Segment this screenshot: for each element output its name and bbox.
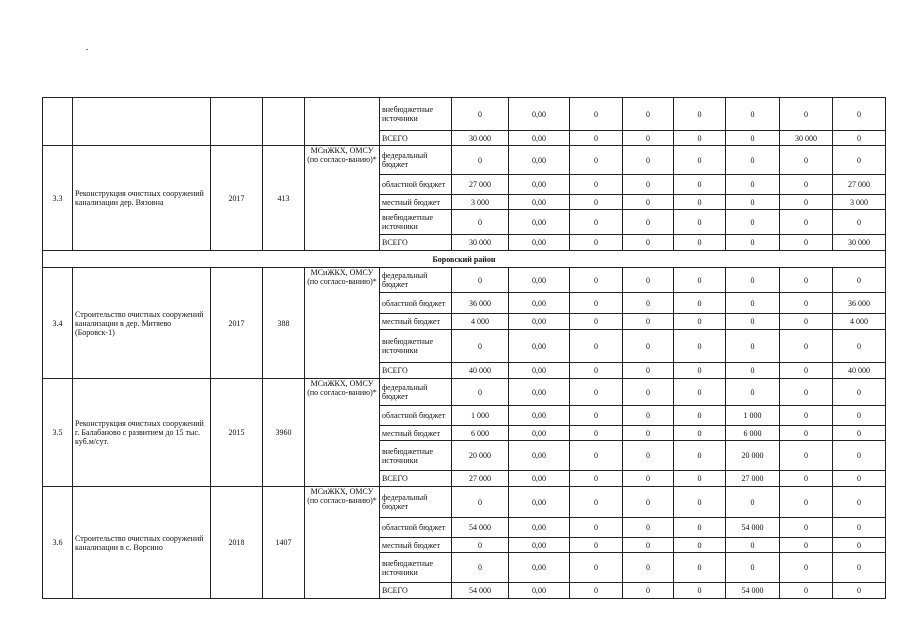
amount-cell: 0 [833,268,886,293]
amount-cell: 0 [623,553,674,583]
amount-cell: 27 000 [452,471,509,487]
funding-source: федеральный бюджет [380,268,452,293]
amount-cell: 0 [452,379,509,406]
amount-cell: 0 [674,293,726,314]
amount-cell: 0 [570,518,623,538]
executor: МСиЖКХ, ОМСУ (по согласо-ванию)* [305,379,380,487]
amount-cell: 0 [452,146,509,175]
amount-cell: 0 [833,538,886,553]
amount-cell: 0 [780,406,833,426]
amount-cell: 4 000 [452,314,509,330]
project-name [73,98,211,146]
amount-cell: 36 000 [833,293,886,314]
funding-source: ВСЕГО [380,583,452,599]
amount-cell: 0 [780,538,833,553]
amount-cell: 0 [570,268,623,293]
table-body [43,98,886,599]
amount-cell: 0 [623,146,674,175]
amount-cell: 0 [570,379,623,406]
amount-cell: 40 000 [833,363,886,379]
amount-cell: 0,00 [509,293,570,314]
amount-cell: 0,00 [509,363,570,379]
amount-cell: 0 [674,538,726,553]
project-name: Реконструкция очистных сооружений г. Балабаново с развитием до 15 тыс. куб.м/сут. [73,379,211,487]
amount-cell: 0 [623,131,674,146]
amount-cell: 0,00 [509,235,570,251]
amount-cell: 0 [780,379,833,406]
row-number: 3.6 [43,487,73,599]
amount-cell: 0 [833,553,886,583]
amount-cell: 0 [674,131,726,146]
amount-cell: 0 [623,268,674,293]
row-number: 3.5 [43,379,73,487]
region-header-row [43,251,886,268]
project-name: Строительство очистных сооружений канализации в дер. Митяево (Боровск-1) [73,268,211,379]
amount-cell: 0 [674,518,726,538]
amount-cell: 0 [833,487,886,518]
amount-cell: 0 [726,235,780,251]
executor: МСиЖКХ, ОМСУ (по согласо-ванию)* [305,487,380,599]
amount-cell: 54 000 [452,518,509,538]
amount-cell: 0 [726,146,780,175]
amount-cell: 0 [780,314,833,330]
amount-cell: 0 [833,471,886,487]
row-number [43,98,73,146]
amount-cell: 0 [780,268,833,293]
amount-cell: 0 [623,487,674,518]
amount-cell: 0 [623,175,674,195]
amount-cell: 0 [833,330,886,363]
amount-cell: 0,00 [509,330,570,363]
amount-cell: 0 [726,175,780,195]
amount-cell: 0 [570,330,623,363]
project-capacity: 3960 [263,379,305,487]
amount-cell: 0 [570,553,623,583]
amount-cell: 0 [623,195,674,210]
funding-source: ВСЕГО [380,131,452,146]
amount-cell: 1 000 [452,406,509,426]
amount-cell: 0 [452,98,509,131]
funding-source: местный бюджет [380,314,452,330]
amount-cell: 0 [833,441,886,471]
amount-cell: 0,00 [509,314,570,330]
amount-cell: 0 [570,538,623,553]
amount-cell: 0 [452,553,509,583]
amount-cell: 0 [623,426,674,441]
funding-source: внебюджетные источники [380,330,452,363]
amount-cell: 0 [623,538,674,553]
amount-cell: 30 000 [452,131,509,146]
amount-cell: 0,00 [509,441,570,471]
amount-cell: 0 [674,98,726,131]
table-row [43,379,886,406]
amount-cell: 0,00 [509,195,570,210]
amount-cell: 0 [623,235,674,251]
amount-cell: 0 [726,553,780,583]
amount-cell: 0,00 [509,268,570,293]
amount-cell: 0 [623,583,674,599]
amount-cell: 0 [726,330,780,363]
amount-cell: 0 [570,426,623,441]
amount-cell: 0,00 [509,538,570,553]
amount-cell: 54 000 [726,583,780,599]
amount-cell: 0,00 [509,131,570,146]
amount-cell: 0 [780,175,833,195]
amount-cell: 0 [674,210,726,235]
amount-cell: 0 [623,210,674,235]
amount-cell: 0,00 [509,471,570,487]
region-header: Боровский район [43,251,886,268]
amount-cell: 0,00 [509,583,570,599]
amount-cell: 0 [623,406,674,426]
amount-cell: 27 000 [726,471,780,487]
amount-cell: 0 [452,268,509,293]
amount-cell: 0 [833,518,886,538]
project-year: 2015 [211,379,263,487]
amount-cell: 0 [780,583,833,599]
funding-source: областной бюджет [380,175,452,195]
amount-cell: 0 [452,210,509,235]
project-capacity: 413 [263,146,305,251]
amount-cell: 0 [674,583,726,599]
amount-cell: 40 000 [452,363,509,379]
project-capacity: 1407 [263,487,305,599]
amount-cell: 0 [570,210,623,235]
amount-cell: 3 000 [452,195,509,210]
amount-cell: 30 000 [833,235,886,251]
amount-cell: 0 [452,330,509,363]
funding-source: местный бюджет [380,195,452,210]
table-row [43,268,886,293]
amount-cell: 0 [570,235,623,251]
amount-cell: 0,00 [509,98,570,131]
amount-cell: 0 [570,131,623,146]
amount-cell: 0 [780,518,833,538]
amount-cell: 0 [570,406,623,426]
funding-source: федеральный бюджет [380,379,452,406]
funding-source: внебюджетные источники [380,210,452,235]
amount-cell: 0 [780,471,833,487]
project-name: Строительство очистных сооружений канализации в с. Ворсино [73,487,211,599]
project-name: Реконструкция очистных сооружений канализации дер. Вязовна [73,146,211,251]
amount-cell: 0,00 [509,175,570,195]
amount-cell: 0 [726,195,780,210]
scan-speck [86,49,88,50]
funding-source: ВСЕГО [380,235,452,251]
project-year: 2017 [211,146,263,251]
funding-source: федеральный бюджет [380,487,452,518]
table-row [43,487,886,518]
amount-cell: 0 [570,487,623,518]
amount-cell: 0 [833,583,886,599]
amount-cell: 0 [623,518,674,538]
amount-cell: 0 [780,426,833,441]
amount-cell: 0,00 [509,406,570,426]
amount-cell: 0 [674,363,726,379]
amount-cell: 0 [623,314,674,330]
amount-cell: 0 [674,175,726,195]
amount-cell: 0 [780,553,833,583]
amount-cell: 1 000 [726,406,780,426]
amount-cell: 0 [623,330,674,363]
amount-cell: 0,00 [509,553,570,583]
amount-cell: 0 [726,210,780,235]
amount-cell: 0 [780,363,833,379]
amount-cell: 0 [570,471,623,487]
amount-cell: 0 [674,268,726,293]
amount-cell: 0 [833,379,886,406]
amount-cell: 0 [570,441,623,471]
amount-cell: 0 [570,175,623,195]
amount-cell: 0,00 [509,146,570,175]
amount-cell: 0 [674,379,726,406]
amount-cell: 6 000 [452,426,509,441]
amount-cell: 0 [623,293,674,314]
row-number: 3.4 [43,268,73,379]
amount-cell: 54 000 [452,583,509,599]
amount-cell: 0 [726,487,780,518]
amount-cell: 0 [674,487,726,518]
funding-source: местный бюджет [380,426,452,441]
amount-cell: 30 000 [780,131,833,146]
amount-cell: 0 [570,98,623,131]
funding-source: областной бюджет [380,518,452,538]
amount-cell: 0 [570,583,623,599]
funding-source: внебюджетные источники [380,98,452,131]
amount-cell: 0 [674,146,726,175]
funding-table [42,97,886,599]
amount-cell: 0 [780,235,833,251]
amount-cell: 0 [570,293,623,314]
amount-cell: 0 [780,487,833,518]
amount-cell: 0 [623,471,674,487]
funding-source: внебюджетные источники [380,553,452,583]
amount-cell: 0 [674,426,726,441]
amount-cell: 0 [570,195,623,210]
row-number: 3.3 [43,146,73,251]
amount-cell: 27 000 [833,175,886,195]
amount-cell: 3 000 [833,195,886,210]
amount-cell: 30 000 [452,235,509,251]
amount-cell: 0 [726,98,780,131]
executor: МСиЖКХ, ОМСУ (по согласо-ванию)* [305,268,380,379]
amount-cell: 0 [726,268,780,293]
amount-cell: 0 [674,406,726,426]
amount-cell: 0 [674,553,726,583]
funding-source: областной бюджет [380,406,452,426]
amount-cell: 0 [833,131,886,146]
amount-cell: 0 [726,314,780,330]
amount-cell: 0 [780,293,833,314]
project-year: 2018 [211,487,263,599]
amount-cell: 0,00 [509,379,570,406]
funding-source: ВСЕГО [380,471,452,487]
amount-cell: 27 000 [452,175,509,195]
amount-cell: 20 000 [726,441,780,471]
amount-cell: 0 [674,441,726,471]
funding-source: областной бюджет [380,293,452,314]
amount-cell: 0 [623,379,674,406]
project-capacity: 388 [263,268,305,379]
amount-cell: 36 000 [452,293,509,314]
amount-cell: 0 [674,235,726,251]
amount-cell: 0 [780,330,833,363]
amount-cell: 0 [570,363,623,379]
amount-cell: 0 [570,314,623,330]
amount-cell: 0 [833,146,886,175]
amount-cell: 0 [623,98,674,131]
amount-cell: 0 [452,487,509,518]
amount-cell: 0 [833,406,886,426]
executor: МСиЖКХ, ОМСУ (по согласо-ванию)* [305,146,380,251]
amount-cell: 0 [780,146,833,175]
funding-source: федеральный бюджет [380,146,452,175]
amount-cell: 6 000 [726,426,780,441]
executor [305,98,380,146]
amount-cell: 0 [570,146,623,175]
amount-cell: 0 [452,538,509,553]
amount-cell: 0,00 [509,518,570,538]
amount-cell: 0 [780,195,833,210]
amount-cell: 0 [726,538,780,553]
funding-source: местный бюджет [380,538,452,553]
amount-cell: 0 [833,98,886,131]
amount-cell: 0 [726,131,780,146]
amount-cell: 0 [674,471,726,487]
amount-cell: 0 [726,293,780,314]
amount-cell: 0 [726,363,780,379]
funding-source: ВСЕГО [380,363,452,379]
funding-source: внебюджетные источники [380,441,452,471]
amount-cell: 54 000 [726,518,780,538]
amount-cell: 0 [674,195,726,210]
table-row [43,98,886,131]
amount-cell: 0 [623,363,674,379]
project-capacity [263,98,305,146]
amount-cell: 0 [726,379,780,406]
amount-cell: 0,00 [509,426,570,441]
amount-cell: 0 [674,330,726,363]
amount-cell: 4 000 [833,314,886,330]
amount-cell: 0 [833,210,886,235]
table-row [43,146,886,175]
amount-cell: 0 [674,314,726,330]
amount-cell: 0 [833,426,886,441]
amount-cell: 0 [623,441,674,471]
amount-cell: 0,00 [509,210,570,235]
project-year [211,98,263,146]
amount-cell: 20 000 [452,441,509,471]
amount-cell: 0 [780,98,833,131]
amount-cell: 0 [780,441,833,471]
amount-cell: 0,00 [509,487,570,518]
amount-cell: 0 [780,210,833,235]
project-year: 2017 [211,268,263,379]
